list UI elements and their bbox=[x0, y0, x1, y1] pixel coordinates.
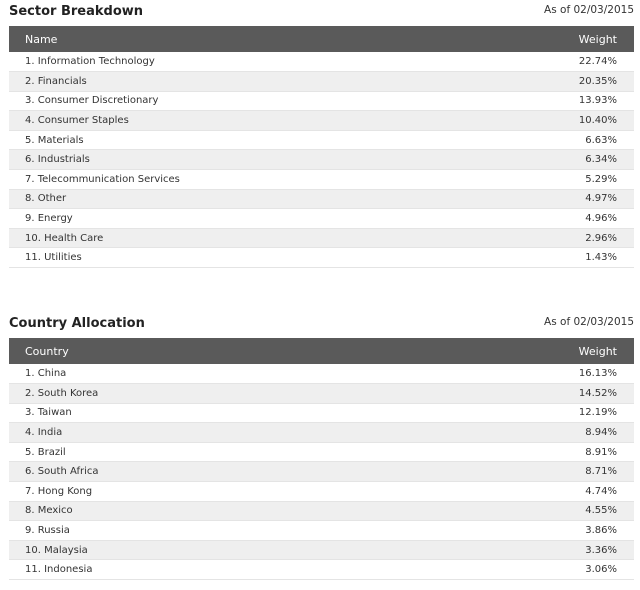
sector-header bbox=[9, 0, 634, 26]
row-weight: 4.74% bbox=[509, 482, 634, 502]
table-row bbox=[9, 248, 634, 268]
row-label: 1. China bbox=[9, 364, 509, 384]
row-weight: 8.71% bbox=[509, 462, 634, 482]
row-label: 2. Financials bbox=[9, 72, 509, 92]
row-label: 2. South Korea bbox=[9, 384, 509, 404]
row-weight: 3.36% bbox=[509, 540, 634, 560]
table-row bbox=[9, 462, 634, 482]
table-row bbox=[9, 170, 634, 190]
country-table bbox=[9, 338, 634, 580]
table-row bbox=[9, 209, 634, 229]
country-title: Country Allocation bbox=[9, 316, 145, 331]
row-weight: 6.34% bbox=[509, 150, 634, 170]
table-row bbox=[9, 403, 634, 423]
sector-col-weight[interactable]: Weight bbox=[578, 32, 617, 46]
row-label: 10. Health Care bbox=[9, 228, 509, 248]
sector-as-of-date: As of 02/03/2015 bbox=[544, 4, 634, 16]
country-header bbox=[9, 312, 634, 338]
table-row bbox=[9, 521, 634, 541]
table-row bbox=[9, 442, 634, 462]
row-weight: 6.63% bbox=[509, 130, 634, 150]
row-weight: 16.13% bbox=[509, 364, 634, 384]
row-label: 3. Taiwan bbox=[9, 403, 509, 423]
row-weight: 3.06% bbox=[509, 560, 634, 580]
table-row bbox=[9, 364, 634, 384]
country-as-of-date: As of 02/03/2015 bbox=[544, 316, 634, 328]
row-label: 3. Consumer Discretionary bbox=[9, 91, 509, 111]
row-weight: 4.96% bbox=[509, 209, 634, 229]
table-row bbox=[9, 423, 634, 443]
table-row bbox=[9, 482, 634, 502]
row-label: 10. Malaysia bbox=[9, 540, 509, 560]
row-weight: 12.19% bbox=[509, 403, 634, 423]
row-label: 9. Russia bbox=[9, 521, 509, 541]
row-label: 8. Mexico bbox=[9, 501, 509, 521]
table-row bbox=[9, 384, 634, 404]
row-label: 9. Energy bbox=[9, 209, 509, 229]
row-label: 6. South Africa bbox=[9, 462, 509, 482]
row-label: 4. India bbox=[9, 423, 509, 443]
table-row bbox=[9, 91, 634, 111]
country-col-weight[interactable]: Weight bbox=[578, 344, 617, 358]
sector-title: Sector Breakdown bbox=[9, 4, 144, 19]
row-label: 7. Hong Kong bbox=[9, 482, 509, 502]
sector-breakdown-section bbox=[9, 0, 634, 268]
table-row bbox=[9, 130, 634, 150]
row-weight: 8.94% bbox=[509, 423, 634, 443]
row-label: 11. Indonesia bbox=[9, 560, 509, 580]
row-label: 6. Industrials bbox=[9, 150, 509, 170]
sector-col-name[interactable]: Name bbox=[25, 32, 58, 46]
row-weight: 3.86% bbox=[509, 521, 634, 541]
row-label: 5. Brazil bbox=[9, 442, 509, 462]
table-row bbox=[9, 560, 634, 580]
row-weight: 1.43% bbox=[509, 248, 634, 268]
row-weight: 5.29% bbox=[509, 170, 634, 190]
row-label: 7. Telecommunication Services bbox=[9, 170, 509, 190]
row-label: 11. Utilities bbox=[9, 248, 509, 268]
row-weight: 20.35% bbox=[509, 72, 634, 92]
table-row bbox=[9, 150, 634, 170]
table-row bbox=[9, 501, 634, 521]
table-row bbox=[9, 228, 634, 248]
country-table-header bbox=[9, 338, 634, 364]
table-row bbox=[9, 111, 634, 131]
row-weight: 10.40% bbox=[509, 111, 634, 131]
country-col-name[interactable]: Country bbox=[25, 344, 69, 358]
row-weight: 4.97% bbox=[509, 189, 634, 209]
row-weight: 4.55% bbox=[509, 501, 634, 521]
table-row bbox=[9, 189, 634, 209]
sector-table-header bbox=[9, 26, 634, 52]
row-weight: 22.74% bbox=[509, 52, 634, 72]
row-weight: 8.91% bbox=[509, 442, 634, 462]
country-allocation-section bbox=[9, 312, 634, 580]
row-label: 8. Other bbox=[9, 189, 509, 209]
row-weight: 14.52% bbox=[509, 384, 634, 404]
row-weight: 13.93% bbox=[509, 91, 634, 111]
table-row bbox=[9, 72, 634, 92]
row-label: 4. Consumer Staples bbox=[9, 111, 509, 131]
row-label: 5. Materials bbox=[9, 130, 509, 150]
row-label: 1. Information Technology bbox=[9, 52, 509, 72]
row-weight: 2.96% bbox=[509, 228, 634, 248]
table-row bbox=[9, 52, 634, 72]
sector-table bbox=[9, 26, 634, 268]
table-row bbox=[9, 540, 634, 560]
